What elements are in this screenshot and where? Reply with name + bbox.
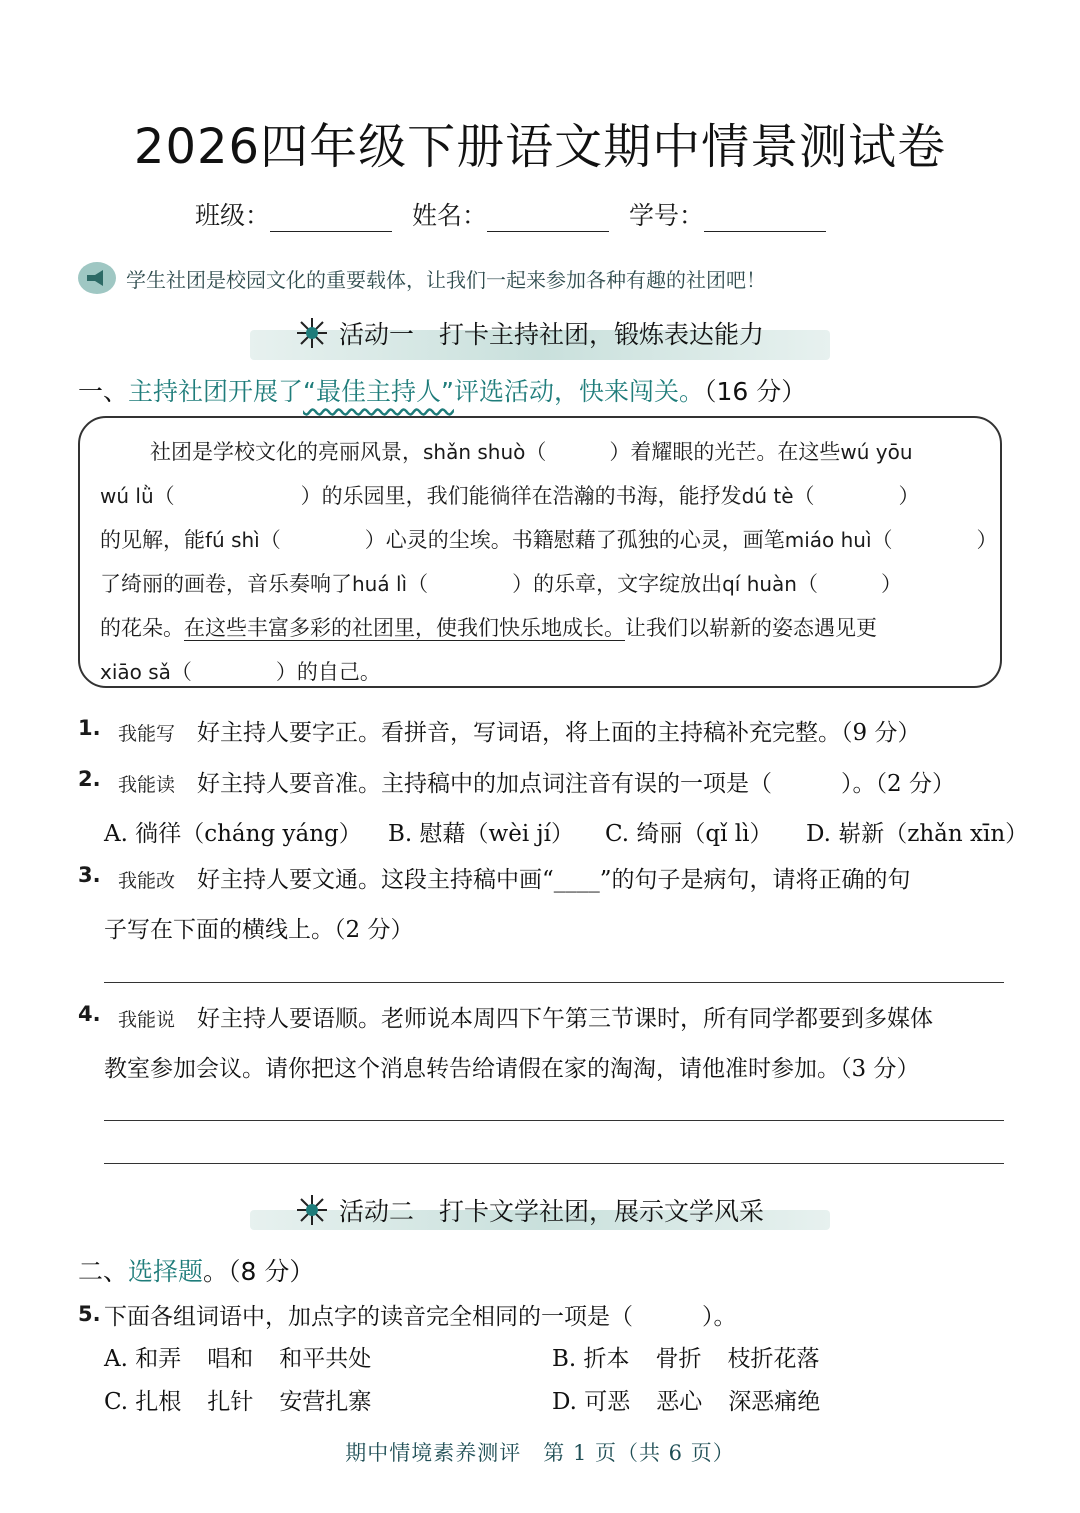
- option-b[interactable]: B. 折本 骨折 枝折花落: [552, 1346, 820, 1372]
- option-a[interactable]: A. 徜徉（cháng yáng）: [104, 821, 362, 847]
- question-number: 2.: [78, 767, 101, 791]
- name-field[interactable]: 姓名：: [412, 196, 609, 232]
- question-3-cont: 子写在下面的横线上。（2 分）: [104, 917, 414, 943]
- section2-title: 二、选择题。（8 分）: [78, 1257, 315, 1286]
- option-d[interactable]: D. 可恶 恶心 深恶痛绝: [552, 1389, 821, 1415]
- sparkle-icon: [295, 316, 329, 350]
- question-1: 我能写 好主持人要字正。看拼音，写词语，将上面的主持稿补充完整。（9 分）: [118, 720, 921, 746]
- answer-line[interactable]: [104, 982, 1004, 983]
- passage-line: 的见解，能fú shì（ ）心灵的尘埃。书籍慰藉了孤独的心灵，画笔miáo huì（ ）: [100, 528, 998, 552]
- question-number: 1.: [78, 716, 101, 740]
- answer-line[interactable]: [104, 1163, 1004, 1164]
- option-d[interactable]: D. 崭新（zhǎn xīn）: [806, 821, 1029, 847]
- question-number: 4.: [78, 1002, 101, 1026]
- student-info: [195, 196, 826, 232]
- option-c[interactable]: C. 绮丽（qǐ lì）: [605, 821, 773, 847]
- class-field[interactable]: 班级：: [195, 196, 392, 232]
- passage-line: xiāo sǎ（ ）的自己。: [100, 660, 381, 684]
- passage-line: 社团是学校文化的亮丽风景，shǎn shuò（ ）着耀眼的光芒。在这些wú yōu: [150, 440, 913, 464]
- question-number: 3.: [78, 863, 101, 887]
- question-5: 下面各组词语中，加点字的读音完全相同的一项是（ ）。: [104, 1304, 737, 1330]
- passage-line: 了绮丽的画卷，音乐奏响了huá lì（ ）的乐章，文字绽放出qí huàn（ ）: [100, 572, 902, 596]
- activity2-banner: 活动二 打卡文学社团，展示文学风采: [295, 1192, 764, 1228]
- passage-line: 的花朵。在这些丰富多彩的社团里，使我们快乐地成长。让我们以崭新的姿态遇见更: [100, 616, 877, 640]
- question-number: 5.: [78, 1302, 101, 1326]
- student-id-field[interactable]: 学号：: [629, 196, 826, 232]
- activity1-banner: 活动一 打卡主持社团，锻炼表达能力: [295, 315, 764, 351]
- megaphone-icon: [78, 262, 116, 294]
- page-footer: 期中情境素养测评 第 1 页（共 6 页）: [345, 1441, 735, 1465]
- section1-title: 一、主持社团开展了“最佳主持人”评选活动，快来闯关。（16 分）: [78, 377, 807, 406]
- question-2: 我能读 好主持人要音准。主持稿中的加点词注音有误的一项是（ ）。（2 分）: [118, 771, 955, 797]
- question-4: 我能说 好主持人要语顺。老师说本周四下午第三节课时，所有同学都要到多媒体: [118, 1006, 934, 1032]
- option-c[interactable]: C. 扎根 扎针 安营扎寨: [104, 1389, 372, 1415]
- question-3: 我能改 好主持人要文通。这段主持稿中画“____”的句子是病句，请将正确的句: [118, 867, 911, 893]
- option-b[interactable]: B. 慰藉（wèi jí）: [388, 821, 574, 847]
- answer-line[interactable]: [104, 1120, 1004, 1121]
- underlined-sentence: 在这些丰富多彩的社团里，使我们快乐地成长。: [184, 616, 625, 640]
- page-title: 2026四年级下册语文期中情景测试卷: [133, 119, 947, 175]
- sparkle-icon: [295, 1193, 329, 1227]
- intro-banner: [78, 262, 766, 294]
- passage-line: wú lǜ（ ）的乐园里，我们能徜徉在浩瀚的书海，能抒发dú tè（ ）: [100, 484, 920, 508]
- option-a[interactable]: A. 和弄 唱和 和平共处: [104, 1346, 372, 1372]
- question-4-cont: 教室参加会议。请你把这个消息转告给请假在家的淘淘，请他准时参加。（3 分）: [104, 1056, 920, 1082]
- intro-text: 学生社团是校园文化的重要载体，让我们一起来参加各种有趣的社团吧！: [126, 267, 766, 292]
